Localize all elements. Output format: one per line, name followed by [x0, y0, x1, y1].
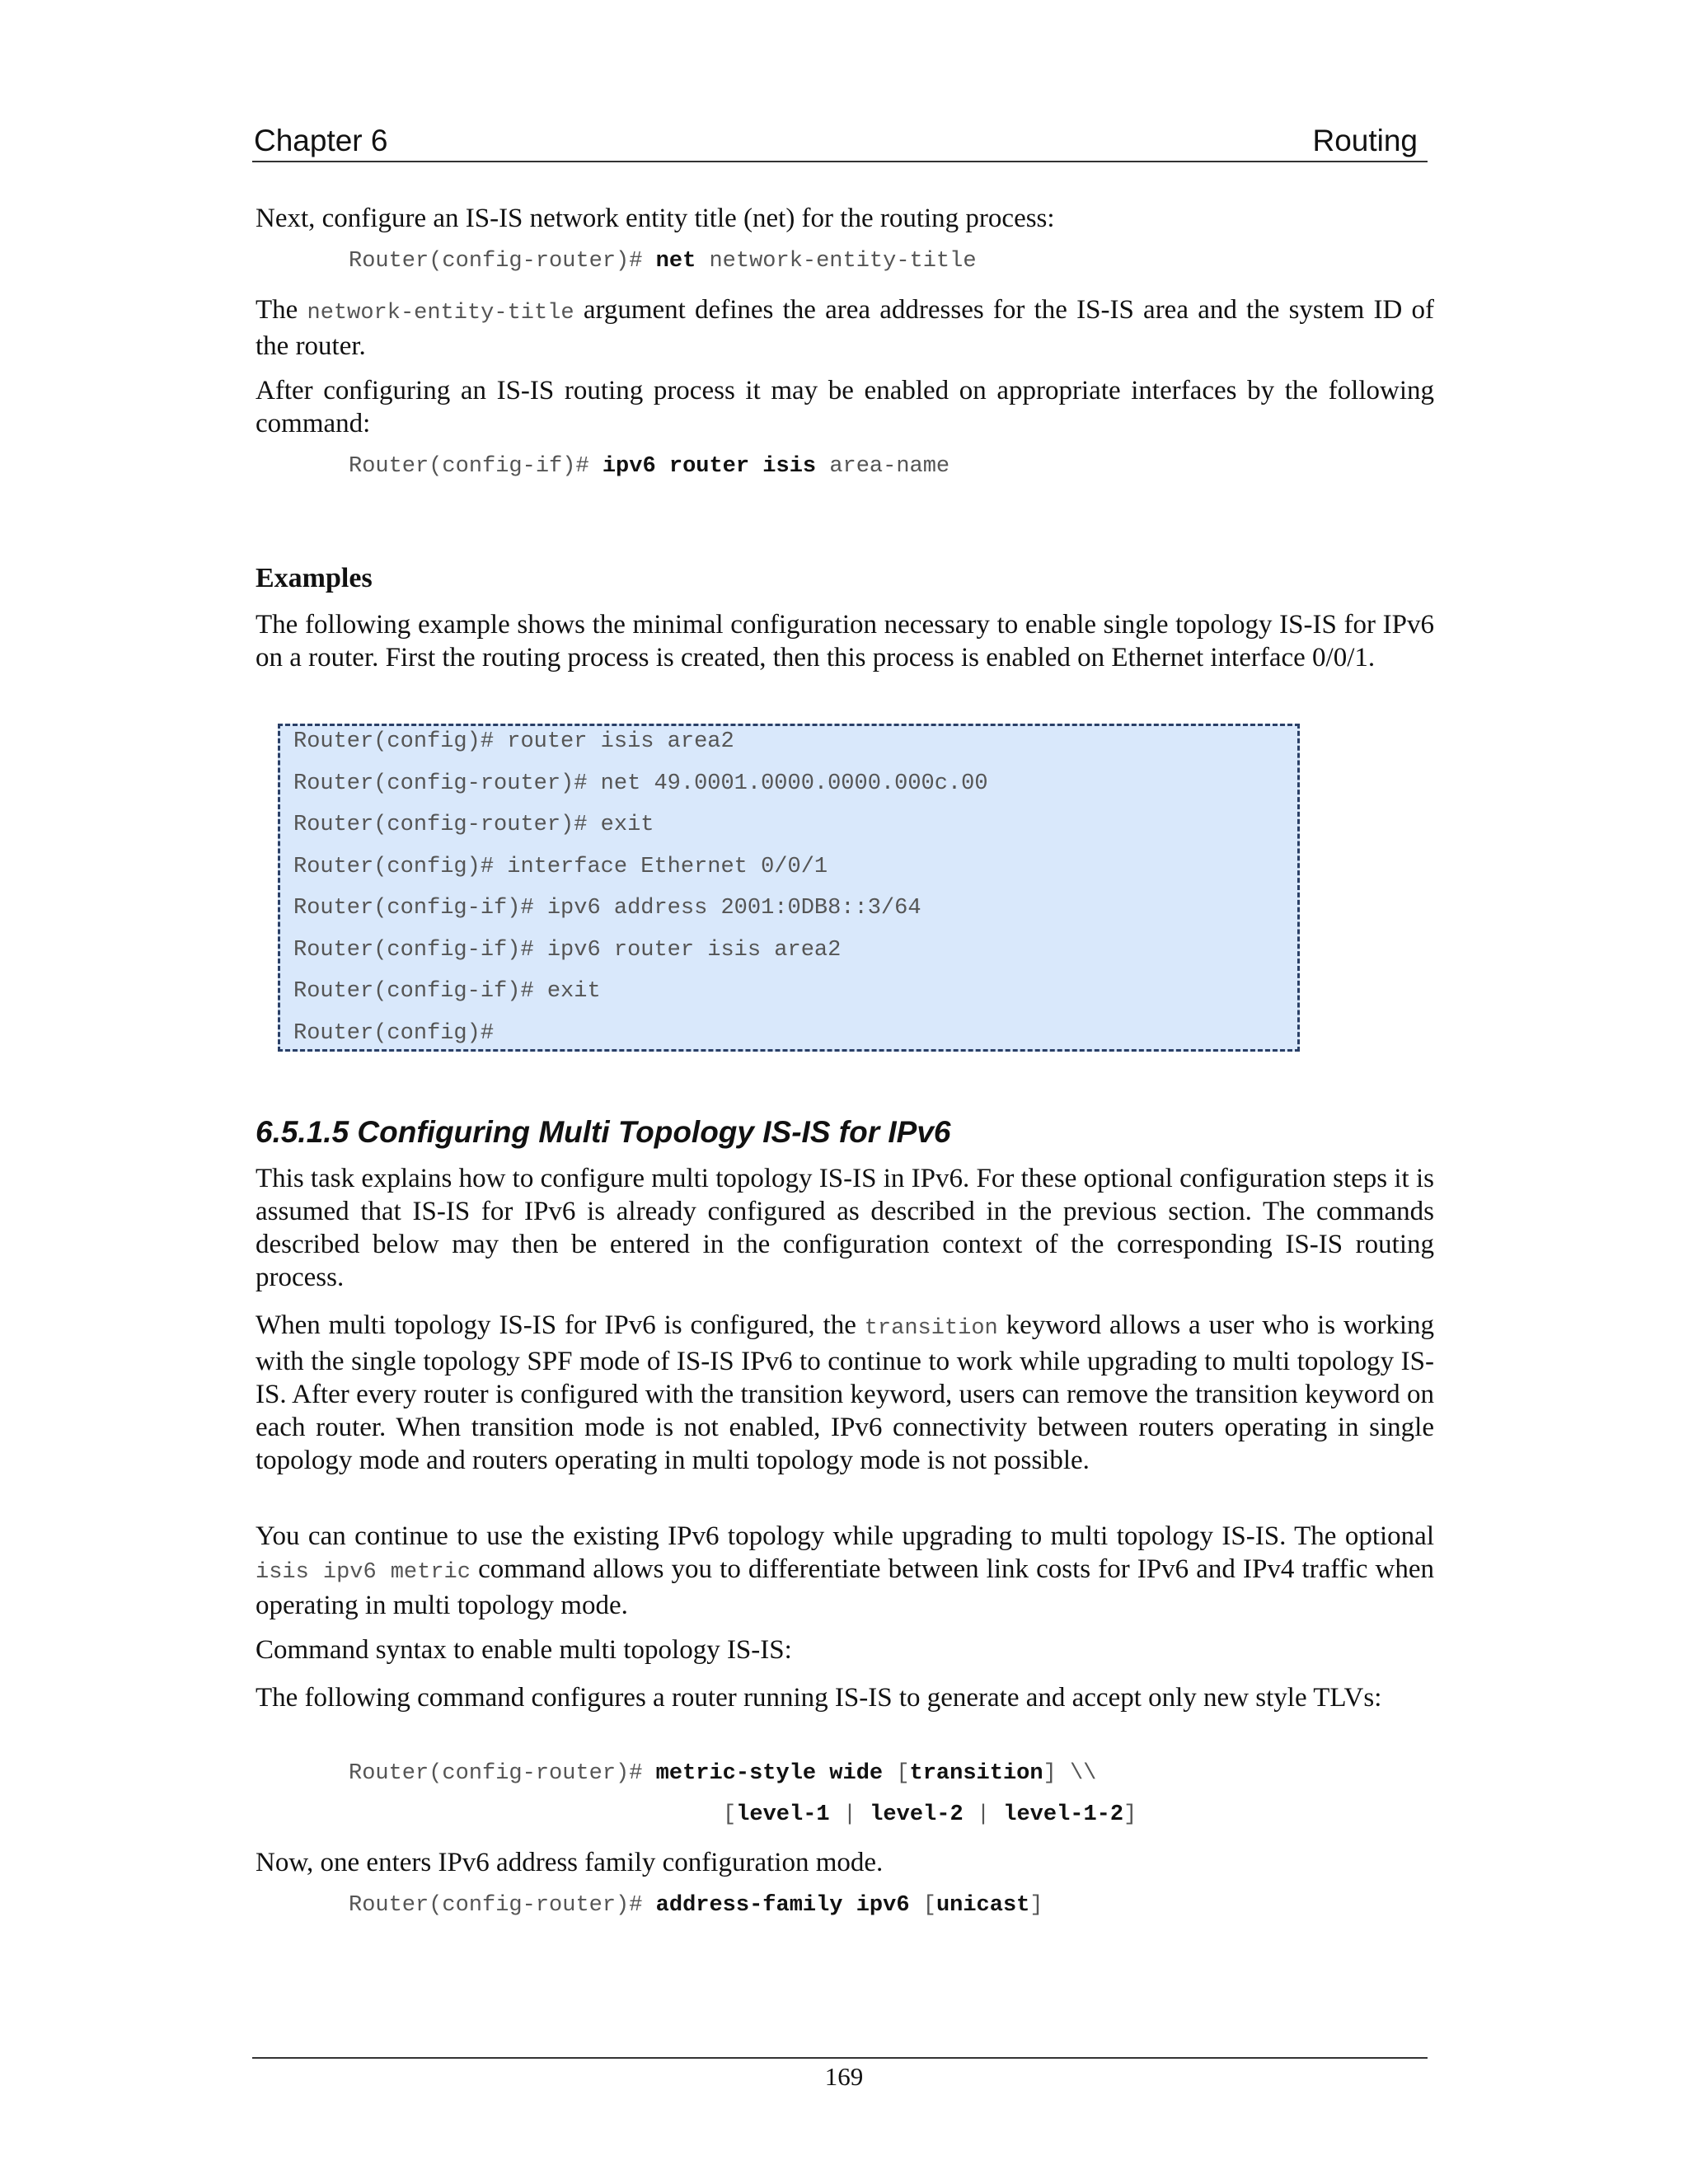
example-code-box: [278, 724, 1300, 1052]
command-prompt: Router(config-router)#: [349, 1893, 643, 1918]
page-number: 169: [824, 2062, 864, 2091]
code-line: Router(config-router)# net 49.0001.0000.0000.000c.00: [293, 771, 988, 796]
separator: |: [842, 1802, 857, 1827]
bracket: [: [723, 1802, 737, 1827]
bracket: [: [896, 1761, 910, 1786]
metric-style-levels: [723, 1799, 1137, 1830]
section-paragraph-2: [256, 1309, 1434, 1477]
section-paragraph-5: The following command configures a router running IS-IS to generate and accept only new style TLVs:: [256, 1683, 1382, 1713]
section-paragraph-1: This task explains how to configure multi topology IS-IS in IPv6. For these optional configuration steps it is assumed that IS-IS for IPv6 is already configured as described in the previous section. The commands described below may then be entered in the configuration context of the corresponding IS-IS routing process.: [256, 1164, 1434, 1292]
section-title: 6.5.1.5 Configuring Multi Topology IS-IS for IPv6: [256, 1115, 951, 1149]
command-keyword: address-family ipv6: [655, 1893, 910, 1918]
command-option: level-2: [870, 1802, 964, 1827]
net-command: [349, 246, 977, 277]
section-paragraph-6: Now, one enters IPv6 address family configuration mode.: [256, 1848, 884, 1877]
text-run: command allows you to differentiate between link costs for IPv6 and IPv4 traffic when operating in multi topology mode.: [256, 1554, 1435, 1620]
command-option: level-1-2: [1003, 1802, 1124, 1827]
bracket: ] \\: [1043, 1761, 1097, 1786]
bracket: [: [922, 1893, 936, 1918]
command-keyword: net: [655, 249, 696, 274]
command-option: transition: [909, 1761, 1043, 1786]
text-run: keyword allows a user who is working with the single topology SPF mode of IS-IS IPv6 to continue to work while upgrading to multi topology IS-IS. After every router is configured with the transition keyword, users can remove the transition keyword on each router. When transition mode is not enabled, IPv6 connectivity between routers operating in single topology mode and routers operating in multi topology mode is not possible.: [256, 1310, 1435, 1475]
command-option: unicast: [935, 1893, 1030, 1918]
net-intro-paragraph: Next, configure an IS-IS network entity title (net) for the routing process:: [256, 204, 1055, 233]
code-line: Router(config)#: [293, 1021, 495, 1046]
command-keyword: ipv6 router isis: [602, 454, 817, 479]
address-family-command: [349, 1890, 1043, 1921]
code-line: Router(config-router)# exit: [293, 813, 654, 837]
code-line: Router(config-if)# ipv6 router isis area2: [293, 938, 842, 963]
text-run: You can continue to use the existing IPv6 topology while upgrading to multi topology IS-IS. The optional: [256, 1521, 1434, 1551]
separator: |: [976, 1802, 991, 1827]
command-prompt: Router(config-router)#: [349, 249, 643, 274]
metric-style-command: [349, 1758, 1096, 1789]
section-paragraph-3: [256, 1520, 1434, 1622]
enable-paragraph: After configuring an IS-IS routing process it may be enabled on appropriate interfaces by the following command:: [256, 376, 1434, 438]
command-prompt: Router(config-if)#: [349, 454, 589, 479]
command-keyword: metric-style wide: [655, 1761, 884, 1786]
code-line: Router(config-if)# ipv6 address 2001:0DB8::3/64: [293, 896, 921, 921]
code-line: Router(config-if)# exit: [293, 979, 601, 1004]
command-argument: network-entity-title: [709, 249, 977, 274]
section-label: Routing: [1312, 124, 1418, 157]
bracket: ]: [1029, 1893, 1043, 1918]
code-line: Router(config)# interface Ethernet 0/0/1: [293, 855, 828, 879]
inline-code: transition: [864, 1316, 998, 1341]
code-line: Router(config)# router isis area2: [293, 729, 734, 754]
command-prompt: Router(config-router)#: [349, 1761, 643, 1786]
examples-heading: Examples: [256, 563, 373, 593]
examples-paragraph: The following example shows the minimal configuration necessary to enable single topology IS-IS for IPv6 on a router. First the routing process is created, then this process is enabled on Ethernet interface 0/0/1.: [256, 610, 1434, 673]
inline-code: network-entity-title: [307, 301, 574, 326]
text-run: When multi topology IS-IS for IPv6 is configured, the: [256, 1310, 856, 1340]
section-paragraph-4: Command syntax to enable multi topology IS-IS:: [256, 1635, 792, 1665]
bracket: ]: [1123, 1802, 1137, 1827]
footer-rule: [252, 2057, 1428, 2059]
net-description-paragraph: [256, 293, 1434, 363]
page-header: [252, 121, 1428, 162]
chapter-label: Chapter 6: [254, 124, 388, 157]
text-run: The: [256, 295, 298, 325]
enable-command: [349, 451, 950, 482]
command-argument: area-name: [829, 454, 950, 479]
inline-code: isis ipv6 metric: [256, 1560, 471, 1585]
text-run: argument defines the area addresses for the IS-IS area and the system ID of the router.: [256, 295, 1435, 361]
command-option: level-1: [736, 1802, 830, 1827]
